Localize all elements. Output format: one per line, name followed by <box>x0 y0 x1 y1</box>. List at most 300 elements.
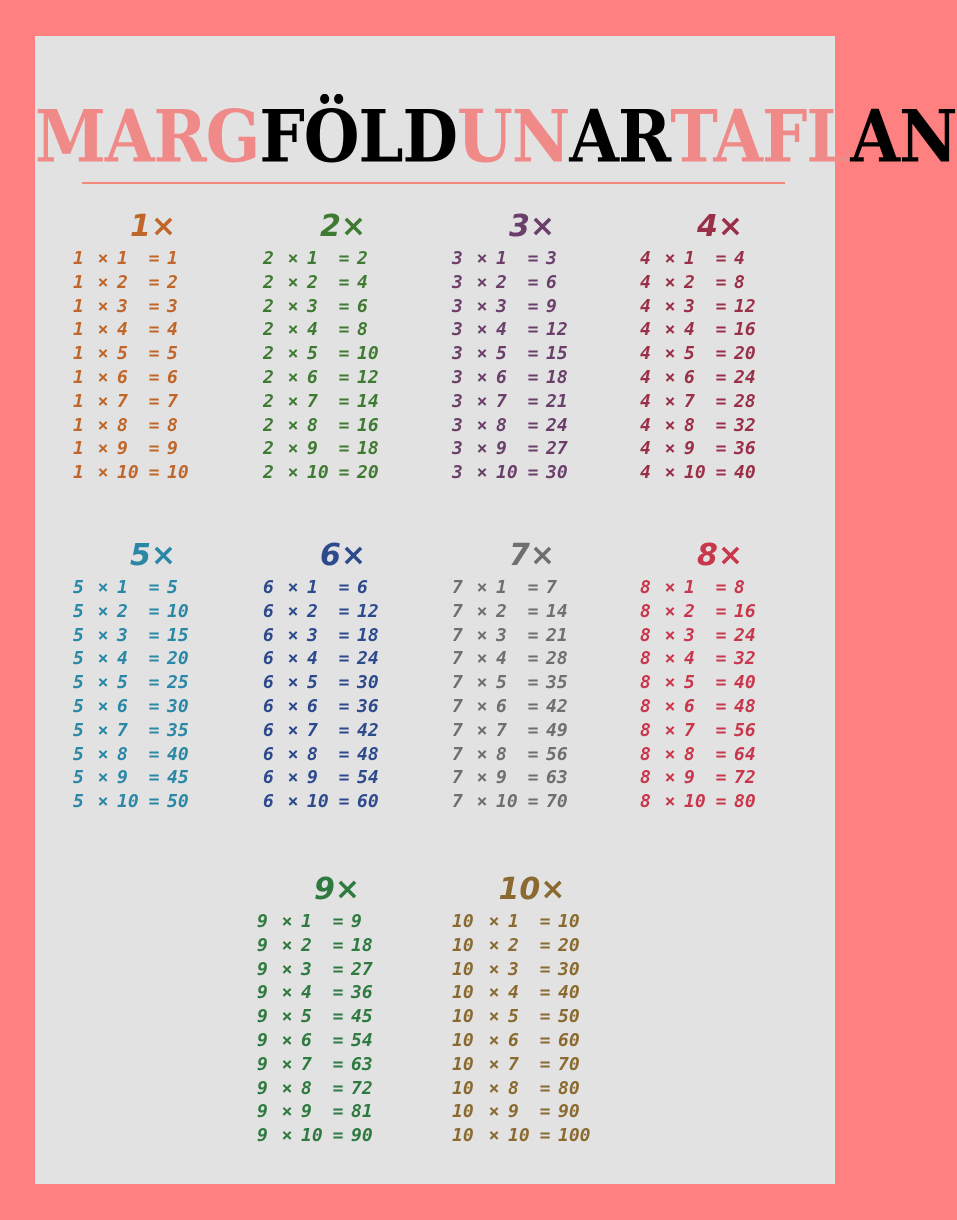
factor-b: 7 <box>117 390 128 412</box>
times-sign: × <box>476 672 488 694</box>
factor-a: 7 <box>452 743 463 765</box>
equals-sign: = <box>148 319 160 341</box>
factor-b: 7 <box>117 719 128 741</box>
table-row <box>640 390 800 414</box>
equals-sign: = <box>715 767 727 789</box>
table-header: 6× <box>319 538 366 573</box>
factor-a: 4 <box>640 248 651 269</box>
factor-b: 1 <box>496 248 507 269</box>
equals-sign: = <box>338 577 350 598</box>
equals-sign: = <box>539 1053 551 1075</box>
table-row <box>452 295 612 319</box>
equals-sign: = <box>338 248 350 269</box>
equals-sign: = <box>539 1006 551 1028</box>
product: 56 <box>734 719 756 741</box>
equals-sign: = <box>148 462 160 484</box>
times-sign: × <box>476 767 488 789</box>
factor-a: 8 <box>640 624 651 646</box>
factor-a: 8 <box>640 695 651 717</box>
factor-a: 7 <box>452 695 463 717</box>
factor-a: 5 <box>73 695 84 717</box>
times-sign: × <box>97 295 109 317</box>
times-sign: × <box>287 248 299 269</box>
factor-a: 5 <box>73 719 84 741</box>
factor-a: 7 <box>452 719 463 741</box>
product: 7 <box>167 390 178 412</box>
table-row <box>452 790 612 814</box>
table-row <box>640 600 800 624</box>
factor-b: 7 <box>496 390 507 412</box>
table-row <box>263 766 423 790</box>
factor-a: 1 <box>73 366 84 388</box>
factor-b: 4 <box>307 648 318 670</box>
table-row <box>263 790 423 814</box>
times-sign: × <box>281 958 293 980</box>
times-sign: × <box>488 958 500 980</box>
table-row <box>73 437 233 461</box>
equals-sign: = <box>148 695 160 717</box>
factor-b: 7 <box>307 719 318 741</box>
factor-a: 2 <box>263 343 274 365</box>
equals-sign: = <box>527 695 539 717</box>
factor-a: 3 <box>452 295 463 317</box>
factor-a: 8 <box>640 600 651 622</box>
equals-sign: = <box>527 438 539 460</box>
table-row <box>452 1029 612 1053</box>
factor-b: 4 <box>684 648 695 670</box>
product: 2 <box>167 271 178 293</box>
factor-b: 10 <box>307 791 329 813</box>
factor-b: 6 <box>684 695 695 717</box>
factor-a: 8 <box>640 767 651 789</box>
table-row <box>640 647 800 671</box>
equals-sign: = <box>148 577 160 598</box>
factor-b: 6 <box>307 695 318 717</box>
equals-sign: = <box>332 1077 344 1099</box>
product: 6 <box>546 271 557 293</box>
equals-sign: = <box>715 648 727 670</box>
times-sign: × <box>287 295 299 317</box>
factor-b: 3 <box>301 958 312 980</box>
table-row <box>263 271 423 295</box>
factor-b: 8 <box>496 414 507 436</box>
table-row <box>640 414 800 438</box>
factor-a: 10 <box>452 958 474 980</box>
factor-b: 6 <box>307 366 318 388</box>
product: 27 <box>546 438 568 460</box>
table-row <box>452 318 612 342</box>
product: 50 <box>167 791 189 813</box>
table-row <box>452 624 612 648</box>
equals-sign: = <box>527 390 539 412</box>
equals-sign: = <box>715 600 727 622</box>
factor-b: 10 <box>496 791 518 813</box>
factor-b: 3 <box>684 295 695 317</box>
table-header: 1× <box>129 209 176 244</box>
product: 24 <box>734 366 756 388</box>
equals-sign: = <box>338 695 350 717</box>
factor-a: 10 <box>452 982 474 1004</box>
factor-a: 4 <box>640 438 651 460</box>
product: 2 <box>357 248 368 269</box>
times-sign: × <box>488 911 500 932</box>
times-sign: × <box>488 1077 500 1099</box>
table-row <box>73 414 233 438</box>
factor-b: 10 <box>684 791 706 813</box>
equals-sign: = <box>332 1029 344 1051</box>
title-part-tafl: TAFL <box>670 95 851 180</box>
factor-a: 10 <box>452 1077 474 1099</box>
table-row <box>257 1100 417 1124</box>
equals-sign: = <box>527 295 539 317</box>
factor-a: 1 <box>73 390 84 412</box>
table-row <box>263 600 423 624</box>
table-2 <box>263 209 423 485</box>
page-title <box>35 88 957 188</box>
product: 18 <box>351 934 373 956</box>
equals-sign: = <box>332 1125 344 1147</box>
factor-b: 2 <box>301 934 312 956</box>
product: 12 <box>357 600 379 622</box>
factor-a: 6 <box>263 719 274 741</box>
table-row <box>452 981 612 1005</box>
times-sign: × <box>97 672 109 694</box>
times-sign: × <box>476 743 488 765</box>
factor-a: 10 <box>452 1125 474 1147</box>
table-7 <box>452 538 612 814</box>
factor-a: 9 <box>257 934 268 956</box>
times-sign: × <box>488 1006 500 1028</box>
equals-sign: = <box>338 390 350 412</box>
table-header: 9× <box>313 872 360 907</box>
factor-a: 9 <box>257 1101 268 1123</box>
factor-b: 9 <box>684 438 695 460</box>
product: 10 <box>357 343 379 365</box>
product: 8 <box>734 271 745 293</box>
table-6 <box>263 538 423 814</box>
factor-b: 1 <box>117 248 128 269</box>
times-sign: × <box>476 624 488 646</box>
equals-sign: = <box>338 295 350 317</box>
equals-sign: = <box>715 695 727 717</box>
times-sign: × <box>97 248 109 269</box>
factor-b: 8 <box>301 1077 312 1099</box>
product: 100 <box>558 1125 591 1147</box>
times-sign: × <box>476 295 488 317</box>
factor-a: 5 <box>73 743 84 765</box>
times-sign: × <box>97 462 109 484</box>
table-row <box>452 576 612 600</box>
factor-a: 9 <box>257 1125 268 1147</box>
factor-a: 2 <box>263 295 274 317</box>
factor-a: 4 <box>640 343 651 365</box>
product: 49 <box>546 719 568 741</box>
product: 10 <box>167 600 189 622</box>
factor-b: 5 <box>684 343 695 365</box>
table-header: 2× <box>319 209 366 244</box>
times-sign: × <box>287 343 299 365</box>
factor-b: 5 <box>117 672 128 694</box>
product: 7 <box>546 577 557 598</box>
equals-sign: = <box>539 1125 551 1147</box>
factor-a: 2 <box>263 366 274 388</box>
times-sign: × <box>287 648 299 670</box>
table-row <box>263 342 423 366</box>
factor-b: 5 <box>684 672 695 694</box>
factor-b: 1 <box>684 577 695 598</box>
product: 32 <box>734 648 756 670</box>
table-row <box>452 247 612 271</box>
factor-a: 8 <box>640 791 651 813</box>
equals-sign: = <box>148 719 160 741</box>
equals-sign: = <box>148 743 160 765</box>
factor-b: 4 <box>301 982 312 1004</box>
equals-sign: = <box>148 791 160 813</box>
table-row <box>640 766 800 790</box>
factor-b: 5 <box>307 672 318 694</box>
equals-sign: = <box>715 271 727 293</box>
factor-b: 10 <box>117 791 139 813</box>
factor-a: 1 <box>73 295 84 317</box>
equals-sign: = <box>715 791 727 813</box>
table-row <box>263 414 423 438</box>
table-row <box>452 719 612 743</box>
product: 54 <box>357 767 379 789</box>
factor-b: 9 <box>496 438 507 460</box>
factor-a: 6 <box>263 600 274 622</box>
factor-b: 3 <box>307 295 318 317</box>
equals-sign: = <box>539 982 551 1004</box>
product: 56 <box>546 743 568 765</box>
times-sign: × <box>97 600 109 622</box>
product: 90 <box>351 1125 373 1147</box>
factor-a: 3 <box>452 414 463 436</box>
product: 40 <box>734 462 756 484</box>
factor-a: 5 <box>73 672 84 694</box>
factor-a: 2 <box>263 271 274 293</box>
product: 6 <box>357 577 368 598</box>
times-sign: × <box>476 319 488 341</box>
times-sign: × <box>664 414 676 436</box>
equals-sign: = <box>715 414 727 436</box>
factor-b: 2 <box>496 600 507 622</box>
factor-b: 10 <box>508 1125 530 1147</box>
times-sign: × <box>476 791 488 813</box>
factor-b: 4 <box>307 319 318 341</box>
factor-a: 5 <box>73 600 84 622</box>
product: 3 <box>546 248 557 269</box>
product: 14 <box>357 390 379 412</box>
times-sign: × <box>97 390 109 412</box>
factor-a: 4 <box>640 271 651 293</box>
table-row <box>73 790 233 814</box>
factor-b: 3 <box>508 958 519 980</box>
equals-sign: = <box>148 600 160 622</box>
table-row <box>263 576 423 600</box>
times-sign: × <box>281 934 293 956</box>
factor-a: 2 <box>263 319 274 341</box>
product: 63 <box>351 1053 373 1075</box>
factor-a: 3 <box>452 462 463 484</box>
table-row <box>640 695 800 719</box>
factor-a: 8 <box>640 577 651 598</box>
factor-a: 9 <box>257 1053 268 1075</box>
times-sign: × <box>97 648 109 670</box>
times-sign: × <box>97 767 109 789</box>
table-row <box>452 600 612 624</box>
product: 18 <box>546 366 568 388</box>
product: 25 <box>167 672 189 694</box>
equals-sign: = <box>715 743 727 765</box>
product: 45 <box>351 1006 373 1028</box>
table-row <box>263 318 423 342</box>
factor-a: 3 <box>452 248 463 269</box>
times-sign: × <box>287 319 299 341</box>
product: 81 <box>351 1101 373 1123</box>
factor-a: 9 <box>257 982 268 1004</box>
factor-a: 7 <box>452 767 463 789</box>
times-sign: × <box>97 743 109 765</box>
factor-b: 10 <box>684 462 706 484</box>
table-row <box>73 624 233 648</box>
factor-a: 6 <box>263 695 274 717</box>
times-sign: × <box>664 767 676 789</box>
product: 60 <box>558 1029 580 1051</box>
times-sign: × <box>281 1006 293 1028</box>
factor-a: 4 <box>640 366 651 388</box>
times-sign: × <box>664 438 676 460</box>
factor-b: 9 <box>684 767 695 789</box>
product: 48 <box>357 743 379 765</box>
product: 72 <box>734 767 756 789</box>
times-sign: × <box>664 791 676 813</box>
equals-sign: = <box>148 295 160 317</box>
product: 70 <box>558 1053 580 1075</box>
equals-sign: = <box>539 1101 551 1123</box>
equals-sign: = <box>338 624 350 646</box>
product: 21 <box>546 624 568 646</box>
factor-a: 6 <box>263 577 274 598</box>
times-sign: × <box>664 271 676 293</box>
equals-sign: = <box>527 600 539 622</box>
times-sign: × <box>488 1029 500 1051</box>
equals-sign: = <box>148 438 160 460</box>
product: 4 <box>734 248 745 269</box>
product: 5 <box>167 343 178 365</box>
factor-a: 5 <box>73 648 84 670</box>
equals-sign: = <box>148 414 160 436</box>
table-row <box>452 671 612 695</box>
factor-b: 6 <box>496 366 507 388</box>
product: 24 <box>546 414 568 436</box>
factor-b: 4 <box>496 319 507 341</box>
table-header: 5× <box>129 538 176 573</box>
product: 16 <box>734 600 756 622</box>
factor-b: 8 <box>496 743 507 765</box>
factor-a: 6 <box>263 791 274 813</box>
equals-sign: = <box>527 577 539 598</box>
equals-sign: = <box>715 343 727 365</box>
factor-b: 2 <box>684 271 695 293</box>
table-row <box>452 342 612 366</box>
times-sign: × <box>664 743 676 765</box>
times-sign: × <box>97 695 109 717</box>
product: 48 <box>734 695 756 717</box>
table-header: 3× <box>508 209 555 244</box>
table-row <box>452 934 612 958</box>
factor-b: 2 <box>307 271 318 293</box>
table-row <box>257 910 417 934</box>
equals-sign: = <box>338 319 350 341</box>
times-sign: × <box>97 271 109 293</box>
factor-b: 5 <box>496 672 507 694</box>
factor-b: 4 <box>496 648 507 670</box>
table-header: 4× <box>696 209 743 244</box>
times-sign: × <box>97 414 109 436</box>
table-row <box>640 790 800 814</box>
equals-sign: = <box>527 743 539 765</box>
times-sign: × <box>488 934 500 956</box>
equals-sign: = <box>527 366 539 388</box>
product: 90 <box>558 1101 580 1123</box>
times-sign: × <box>287 743 299 765</box>
factor-a: 6 <box>263 672 274 694</box>
factor-a: 9 <box>257 1006 268 1028</box>
table-row <box>263 671 423 695</box>
equals-sign: = <box>715 438 727 460</box>
equals-sign: = <box>539 934 551 956</box>
times-sign: × <box>287 462 299 484</box>
factor-b: 3 <box>307 624 318 646</box>
table-row <box>73 576 233 600</box>
product: 20 <box>558 934 580 956</box>
table-row <box>452 1053 612 1077</box>
factor-b: 1 <box>496 577 507 598</box>
factor-a: 4 <box>640 295 651 317</box>
times-sign: × <box>97 319 109 341</box>
table-header: 10× <box>498 872 566 907</box>
table-row <box>452 647 612 671</box>
times-sign: × <box>287 624 299 646</box>
product: 70 <box>546 791 568 813</box>
equals-sign: = <box>338 343 350 365</box>
factor-a: 3 <box>452 390 463 412</box>
times-sign: × <box>488 1125 500 1147</box>
equals-sign: = <box>338 271 350 293</box>
table-row <box>73 647 233 671</box>
factor-b: 8 <box>117 743 128 765</box>
factor-b: 6 <box>508 1029 519 1051</box>
title-part-fold: FÖLD <box>259 95 458 180</box>
factor-b: 6 <box>301 1029 312 1051</box>
product: 4 <box>167 319 178 341</box>
times-sign: × <box>287 577 299 598</box>
times-sign: × <box>664 695 676 717</box>
equals-sign: = <box>527 271 539 293</box>
equals-sign: = <box>148 390 160 412</box>
times-sign: × <box>281 1125 293 1147</box>
equals-sign: = <box>338 767 350 789</box>
times-sign: × <box>664 600 676 622</box>
times-sign: × <box>97 577 109 598</box>
product: 30 <box>167 695 189 717</box>
equals-sign: = <box>527 462 539 484</box>
factor-b: 8 <box>307 743 318 765</box>
product: 9 <box>167 438 178 460</box>
table-row <box>452 461 612 485</box>
times-sign: × <box>281 1101 293 1123</box>
product: 32 <box>734 414 756 436</box>
